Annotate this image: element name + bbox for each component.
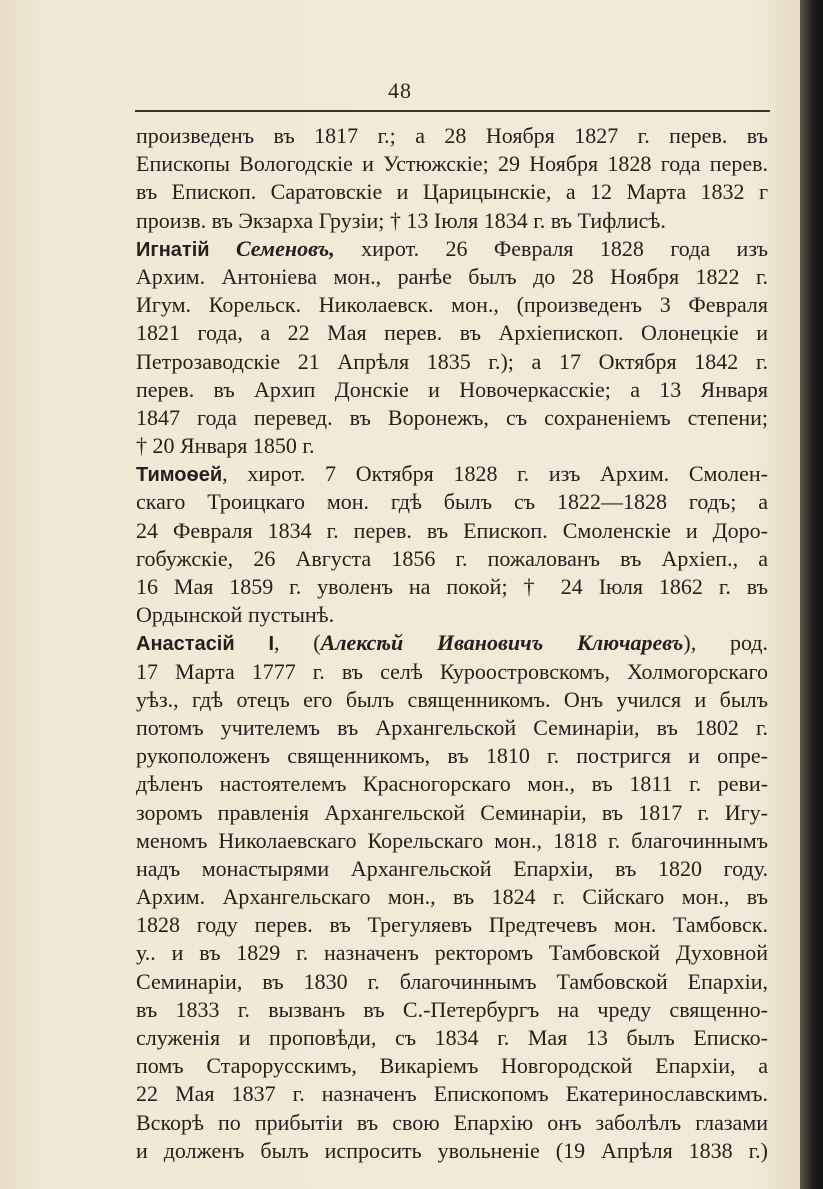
text-segment: перев. въ Архип Донскіе и Новочеркасскіе; а 13 Января bbox=[136, 376, 768, 402]
text-line bbox=[136, 996, 768, 1024]
text-line bbox=[136, 686, 768, 714]
text-line bbox=[136, 207, 768, 235]
text-line bbox=[136, 714, 768, 742]
text-line bbox=[136, 1080, 768, 1108]
text-line bbox=[136, 263, 768, 291]
text-segment: Архим. Антоніева мон., ранѣе былъ до 28 Ноября 1822 г. bbox=[136, 263, 768, 289]
text-segment: 1847 года перевед. въ Воронежъ, съ сохраненіемъ степени; bbox=[136, 404, 768, 430]
text-line bbox=[136, 883, 768, 911]
text-line bbox=[136, 827, 768, 855]
text-segment: 22 Мая 1837 г. назначенъ Епископомъ Екатеринославскимъ. bbox=[136, 1081, 768, 1107]
text-line bbox=[136, 742, 768, 770]
text-segment: Епископы Вологодскіе и Устюжскіе; 29 Ноября 1828 года перев. bbox=[136, 151, 768, 177]
text-segment: хирот. 26 Февраля 1828 года изъ bbox=[334, 235, 768, 261]
text-segment: Игум. Корельск. Николаевск. мон., (произведенъ 3 Февраля bbox=[136, 292, 768, 318]
text-line bbox=[136, 658, 768, 686]
text-line bbox=[136, 939, 768, 967]
text-segment: 24 Февраля 1834 г. перев. въ Епископ. Смоленскіе и Доро- bbox=[136, 517, 768, 543]
text-segment bbox=[210, 236, 236, 261]
text-segment: надъ монастырями Архангельской Епархіи, въ 1820 году. bbox=[136, 855, 768, 881]
text-segment: Вскорѣ по прибытіи въ свою Епархію онъ заболѣлъ глазами bbox=[136, 1109, 768, 1135]
text-segment: † 20 Января 1850 г. bbox=[136, 433, 315, 459]
text-segment: 16 Мая 1859 г. уволенъ на покой; † 24 Іюля 1862 г. въ bbox=[136, 574, 768, 599]
text-segment: 1821 года, а 22 Мая перев. въ Архіепископ. Олонецкіе и bbox=[136, 320, 768, 346]
text-segment: служенія и проповѣди, съ 1834 г. Мая 13 былъ Еписко- bbox=[136, 1025, 768, 1050]
body-text bbox=[136, 122, 768, 1165]
text-line bbox=[136, 545, 768, 573]
text-line bbox=[136, 348, 768, 376]
text-segment: , ( bbox=[274, 630, 321, 656]
text-segment: и долженъ былъ испросить увольненіе (19 Апрѣля 1838 г.) bbox=[136, 1137, 768, 1163]
text-segment: въ Епископ. Саратовскіе и Царицынскіе, а 12 Марта 1832 г bbox=[136, 179, 768, 205]
text-segment: рукоположенъ священникомъ, въ 1810 г. постригся и опре- bbox=[136, 743, 768, 769]
text-line bbox=[136, 460, 768, 488]
text-line bbox=[136, 488, 768, 516]
entry-name: Тимоѳей bbox=[136, 464, 223, 487]
text-segment: меномъ Николаевскаго Корельскаго мон., 1818 г. благочиннымъ bbox=[136, 827, 768, 853]
text-segment: зоромъ правленія Архангельской Семинаріи, въ 1817 г. Игу- bbox=[136, 799, 768, 825]
text-line bbox=[136, 376, 768, 404]
text-line bbox=[136, 573, 768, 601]
text-line bbox=[136, 404, 768, 432]
text-segment: 1828 году перев. въ Трегуляевъ Предтечевъ мон. Тамбовск. bbox=[136, 912, 768, 938]
text-line bbox=[136, 1024, 768, 1052]
text-line bbox=[136, 150, 768, 178]
text-line bbox=[136, 855, 768, 883]
text-line bbox=[136, 178, 768, 206]
text-line bbox=[136, 432, 768, 460]
text-segment: дѣленъ настоятелемъ Красногорскаго мон., въ 1811 г. реви- bbox=[136, 771, 768, 797]
text-line bbox=[136, 1052, 768, 1080]
text-line bbox=[136, 291, 768, 319]
text-line bbox=[136, 122, 768, 150]
text-segment: ), род. bbox=[683, 630, 768, 656]
text-segment: уѣз., гдѣ отецъ его былъ священникомъ. Онъ учился и былъ bbox=[136, 686, 768, 712]
text-segment: произв. въ Экзарха Грузіи; † 13 Іюля 1834 г. въ Тифлисѣ. bbox=[136, 207, 666, 233]
text-line bbox=[136, 1137, 768, 1165]
text-line bbox=[136, 629, 768, 657]
text-segment: гобужскіе, 26 Августа 1856 г. пожалованъ въ Архіеп., а bbox=[136, 545, 768, 571]
text-segment: помъ Старорусскимъ, Викаріемъ Новгородской Епархіи, а bbox=[136, 1053, 768, 1079]
text-line bbox=[136, 968, 768, 996]
text-segment: Семинаріи, въ 1830 г. благочиннымъ Тамбовской Епархіи, bbox=[136, 968, 768, 994]
text-segment: Архим. Архангельскаго мон., въ 1824 г. Сійскаго мон., въ bbox=[136, 884, 768, 910]
header-rule bbox=[135, 110, 770, 112]
page-number: 48 bbox=[388, 78, 412, 103]
text-segment: , хирот. 7 Октября 1828 г. изъ Архим. Смолен- bbox=[222, 461, 768, 487]
text-segment: 17 Марта 1777 г. въ селѣ Куроостровскомъ, Холмогорскаго bbox=[136, 658, 768, 684]
text-segment: въ 1833 г. вызванъ въ С.-Петербургъ на чреду священно- bbox=[136, 996, 768, 1022]
text-line bbox=[136, 517, 768, 545]
text-line bbox=[136, 319, 768, 347]
text-line bbox=[136, 1109, 768, 1137]
text-segment: у.. и въ 1829 г. назначенъ ректоромъ Тамбовской Духовной bbox=[136, 940, 768, 966]
text-segment: произведенъ въ 1817 г.; а 28 Ноября 1827 г. перев. въ bbox=[136, 123, 768, 148]
entry-surname: Алексѣй Ивановичъ Ключаревъ bbox=[320, 630, 684, 656]
text-segment: Петрозаводскіе 21 Апрѣля 1835 г.); а 17 Октября 1842 г. bbox=[136, 348, 768, 374]
text-segment: Ордынской пустынѣ. bbox=[136, 602, 335, 628]
page-edge-shadow bbox=[800, 0, 823, 1189]
entry-name: Игнатій bbox=[136, 238, 210, 261]
text-line bbox=[136, 799, 768, 827]
text-segment: потомъ учителемъ въ Архангельской Семинаріи, въ 1802 г. bbox=[136, 714, 768, 740]
text-segment: скаго Троицкаго мон. гдѣ былъ съ 1822—1828 годъ; а bbox=[136, 489, 768, 515]
text-line bbox=[136, 235, 768, 263]
entry-name: Анастасій I bbox=[136, 633, 275, 656]
text-line bbox=[136, 911, 768, 939]
text-line bbox=[136, 770, 768, 798]
entry-surname: Семеновъ, bbox=[235, 235, 335, 261]
text-line bbox=[136, 601, 768, 629]
